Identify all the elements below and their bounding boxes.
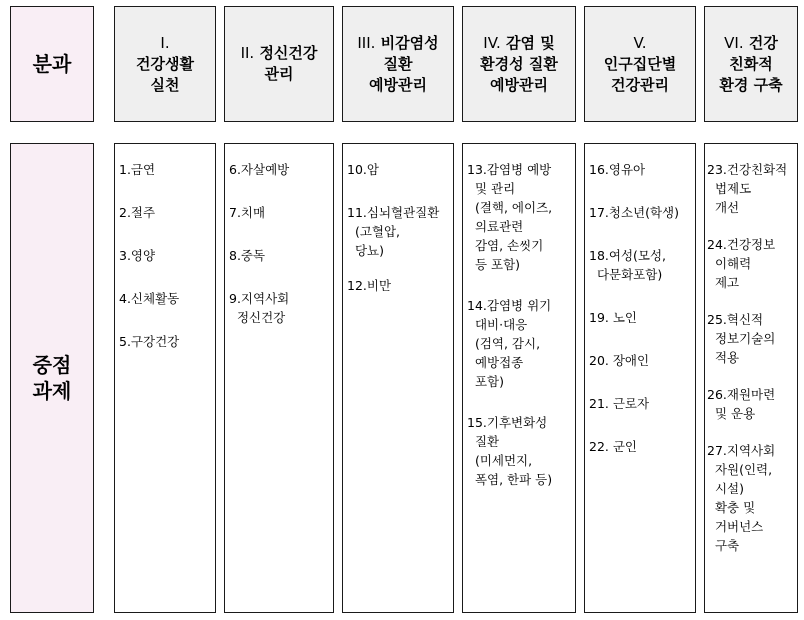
header-2-line-2: 관리: [264, 65, 294, 83]
task-item: 25.혁신적 정보기술의 적용: [707, 312, 776, 365]
task-item: 2.절주: [119, 205, 156, 220]
task-item: 20. 장애인: [589, 353, 650, 368]
task-item: 18.여성(모성, 다문화포함): [589, 248, 667, 282]
task-item: 14.감염병 위기 대비·대응 (검역, 감시, 예방접종 포함): [467, 298, 552, 389]
header-4-line-1: 감염 및: [506, 33, 555, 52]
column-4-tasks: [462, 143, 576, 613]
column-6-tasks: [704, 143, 798, 613]
header-6-number: VI.: [724, 33, 744, 52]
header-3-line-3: 예방관리: [369, 75, 427, 94]
header-2: [224, 6, 334, 122]
header-4-line-3: 예방관리: [490, 75, 548, 94]
column-3-tasks: [342, 143, 454, 613]
header-6-line-1: 건강: [748, 33, 778, 52]
task-item: 22. 군인: [589, 439, 638, 454]
header-3: [342, 6, 454, 122]
header-5-line-2: 건강관리: [611, 75, 669, 94]
category-label: 분과: [32, 52, 72, 76]
header-5: [584, 6, 696, 122]
header-3-line-2: 질환: [383, 54, 413, 73]
focus-row-label: [10, 143, 94, 613]
task-item: 8.중독: [229, 248, 266, 263]
task-item: 6.자살예방: [229, 162, 290, 177]
focus-label-line-1: 중점: [32, 353, 72, 377]
task-item: 4.신체활동: [119, 291, 180, 306]
header-3-number: III.: [357, 33, 376, 52]
column-5-tasks: [584, 143, 696, 613]
header-1-line-2: 실천: [150, 75, 180, 94]
task-item: 24.건강정보 이해력 제고: [707, 237, 776, 290]
task-item: 21. 근로자: [589, 396, 650, 411]
header-2-number: II.: [240, 44, 255, 62]
task-item: 12.비만: [347, 278, 392, 293]
task-item: 1.금연: [119, 162, 156, 177]
column-1-tasks: [114, 143, 216, 613]
task-item: 11.심뇌혈관질환 (고혈압, 당뇨): [347, 205, 440, 258]
header-6: [704, 6, 798, 122]
task-item: 26.재원마련 및 운용: [707, 387, 776, 421]
header-4: [462, 6, 576, 122]
task-item: 27.지역사회 자원(인력, 시설) 확충 및 거버넌스 구축: [707, 443, 776, 553]
category-row-label: [10, 6, 94, 122]
task-item: 17.청소년(학생): [589, 205, 680, 220]
task-item: 19. 노인: [589, 310, 638, 325]
task-item: 7.치매: [229, 205, 266, 220]
header-4-line-2: 환경성 질환: [480, 54, 558, 73]
header-3-line-1: 비감염성: [380, 33, 439, 52]
header-4-number: IV.: [483, 33, 501, 52]
task-item: 10.암: [347, 162, 379, 177]
task-item: 3.영양: [119, 248, 156, 263]
header-1-number: I.: [160, 33, 170, 52]
task-item: 5.구강건강: [119, 334, 180, 349]
header-5-number: V.: [633, 33, 647, 52]
header-1-line-1: 건강생활: [136, 54, 194, 73]
task-item: 16.영유아: [589, 162, 646, 177]
task-item: 13.감염병 예방 및 관리 (결핵, 에이즈, 의료관련 감염, 손씻기 등 포함): [467, 162, 553, 272]
header-5-line-1: 인구집단별: [603, 54, 677, 73]
task-item: 9.지역사회 정신건강: [229, 291, 290, 325]
header-2-line-1: 정신건강: [259, 44, 318, 62]
column-2-tasks: [224, 143, 334, 613]
task-item: 23.건강친화적 법제도 개선: [707, 162, 788, 215]
task-item: 15.기후변화성 질환 (미세먼지, 폭염, 한파 등): [467, 415, 553, 487]
header-6-line-2: 친화적: [729, 54, 773, 73]
header-6-line-3: 환경 구축: [719, 75, 783, 94]
focus-label-line-2: 과제: [32, 379, 72, 403]
header-1: [114, 6, 216, 122]
